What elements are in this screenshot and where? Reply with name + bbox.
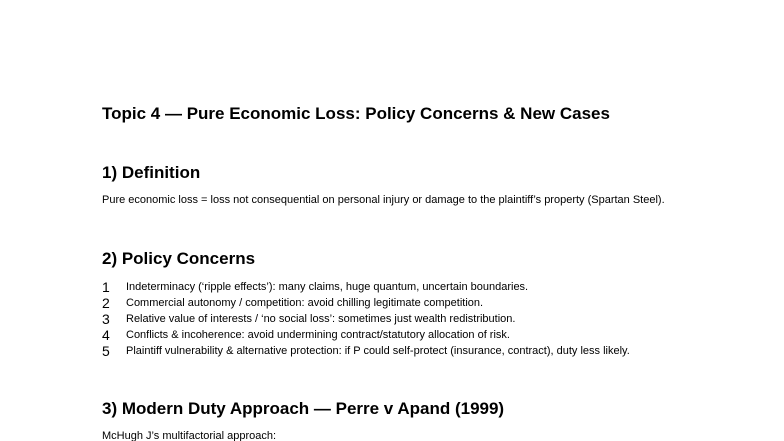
section-heading-definition: 1) Definition — [102, 163, 201, 182]
policy-concerns-list — [102, 280, 692, 360]
list-item — [102, 344, 692, 359]
list-item-text: Relative value of interests / ‘no social loss’: sometimes just wealth redistribution. — [126, 313, 516, 325]
definition-text: Pure economic loss = loss not consequential on personal injury or damage to the plaintiff’s property (Spartan Steel). — [102, 194, 665, 206]
section-heading-modern-duty: 3) Modern Duty Approach — Perre v Apand (1999) — [102, 399, 505, 418]
section-heading-policy-concerns: 2) Policy Concerns — [102, 249, 256, 268]
document-title: Topic 4 — Pure Economic Loss: Policy Concerns & New Cases — [102, 104, 610, 123]
list-item — [102, 296, 692, 311]
list-item-number: 5 — [102, 343, 110, 359]
list-item-number: 1 — [102, 279, 110, 295]
modern-duty-text: McHugh J’s multifactorial approach: — [102, 430, 277, 441]
list-item — [102, 328, 692, 343]
list-item — [102, 280, 692, 295]
list-item-number: 2 — [102, 295, 110, 311]
list-item-number: 4 — [102, 327, 110, 343]
list-item-text: Indeterminacy (‘ripple effects’): many claims, huge quantum, uncertain boundaries. — [126, 281, 529, 293]
list-item-text: Plaintiff vulnerability & alternative protection: if P could self-protect (insurance, contract), duty less likely. — [126, 345, 630, 357]
list-item-text: Conflicts & incoherence: avoid undermining contract/statutory allocation of risk. — [126, 329, 510, 341]
list-item-number: 3 — [102, 311, 110, 327]
list-item — [102, 312, 692, 327]
list-item-text: Commercial autonomy / competition: avoid chilling legitimate competition. — [126, 297, 484, 309]
